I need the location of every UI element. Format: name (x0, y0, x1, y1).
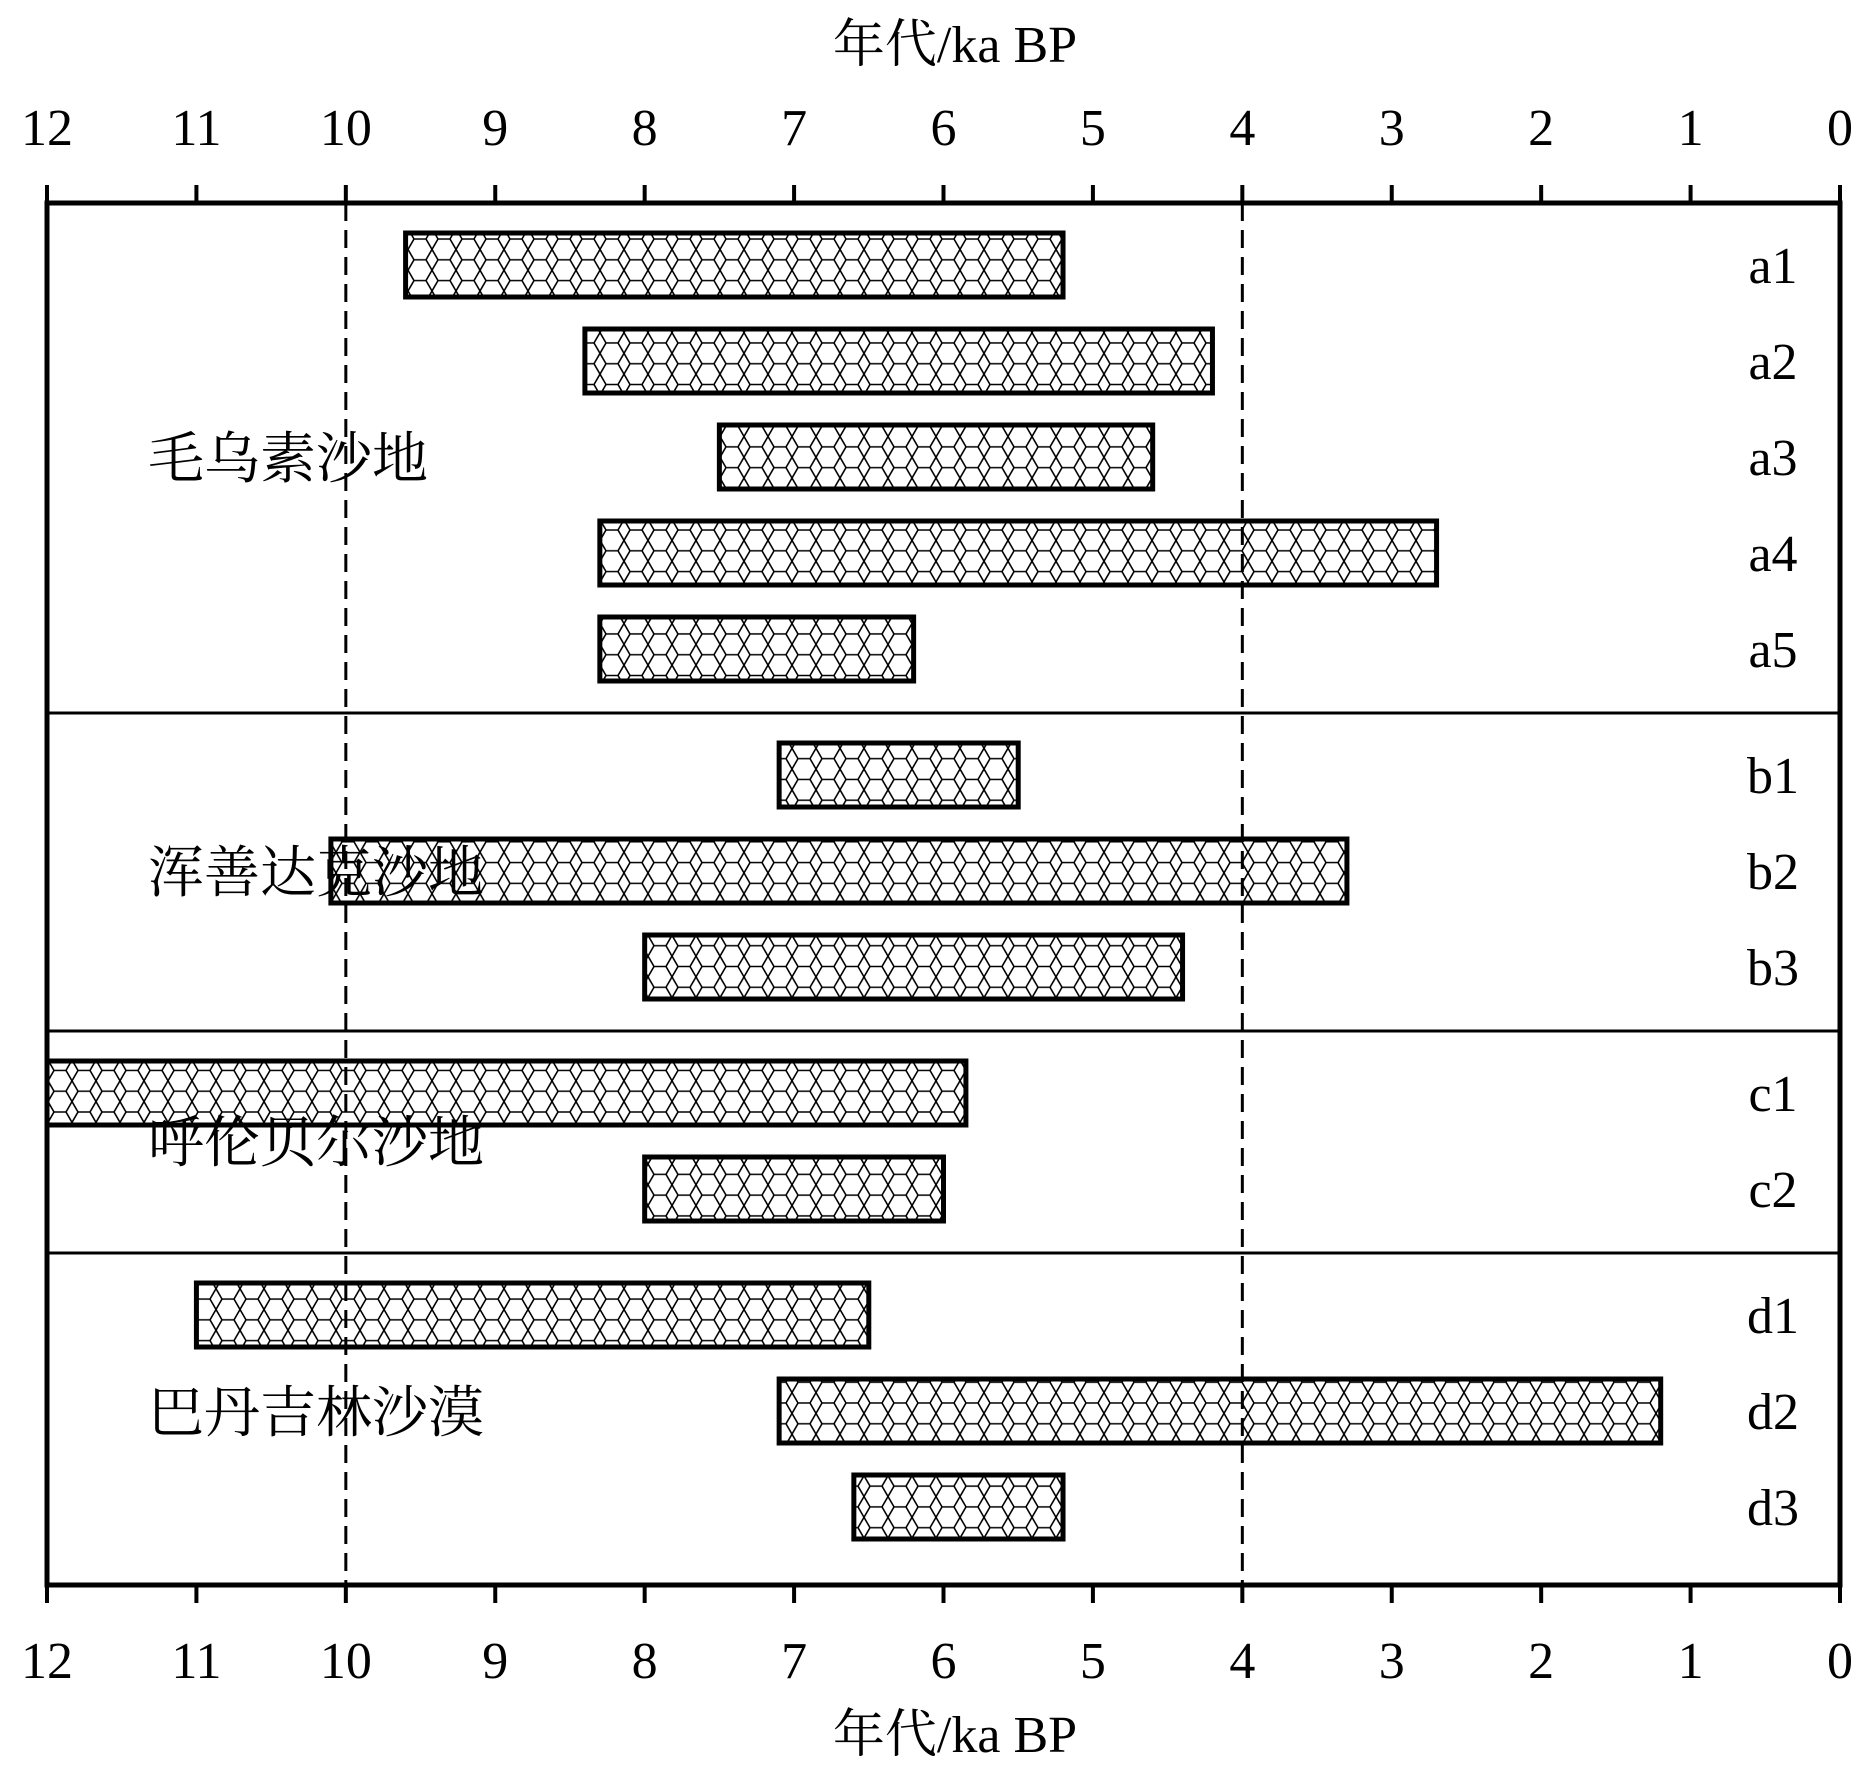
tick-label-top-4: 8 (631, 100, 658, 157)
tick-label-top-7: 5 (1079, 100, 1106, 157)
tick-label-top-2: 10 (319, 100, 372, 157)
row-label-d2: d2 (1747, 1384, 1799, 1441)
tick-label-bottom-3: 9 (482, 1633, 509, 1690)
row-label-c1: c1 (1748, 1066, 1798, 1123)
row-label-a3: a3 (1748, 430, 1798, 487)
x-axis-title-top: 年代/ka BP (832, 17, 1078, 74)
bar-d3 (854, 1475, 1063, 1539)
row-label-d3: d3 (1747, 1480, 1799, 1537)
bar-a2 (585, 329, 1213, 393)
tick-label-bottom-6: 6 (930, 1633, 957, 1690)
tick-label-bottom-2: 10 (319, 1633, 372, 1690)
row-label-a2: a2 (1748, 334, 1798, 391)
row-label-b2: b2 (1747, 844, 1799, 901)
tick-label-top-12: 0 (1827, 100, 1853, 157)
tick-label-top-6: 6 (930, 100, 957, 157)
group-label-2: 呼伦贝尔沙地 (148, 1113, 484, 1175)
tick-label-top-5: 7 (781, 100, 808, 157)
tick-label-top-3: 9 (482, 100, 509, 157)
tick-label-bottom-9: 3 (1378, 1633, 1405, 1690)
tick-label-bottom-4: 8 (631, 1633, 658, 1690)
tick-label-top-10: 2 (1528, 100, 1555, 157)
tick-label-top-9: 3 (1378, 100, 1405, 157)
bar-d2 (779, 1379, 1661, 1443)
tick-label-top-1: 11 (171, 100, 222, 157)
bar-a5 (600, 617, 914, 681)
tick-label-bottom-5: 7 (781, 1633, 808, 1690)
bar-b3 (645, 935, 1183, 999)
group-label-0: 毛乌素沙地 (148, 429, 428, 491)
bar-a3 (719, 425, 1152, 489)
group-label-1: 浑善达克沙地 (148, 843, 484, 905)
row-label-c2: c2 (1748, 1162, 1798, 1219)
row-label-a1: a1 (1748, 238, 1798, 295)
row-label-a5: a5 (1748, 622, 1798, 679)
bar-d1 (196, 1283, 868, 1347)
tick-label-bottom-12: 0 (1827, 1633, 1853, 1690)
tick-label-bottom-1: 11 (171, 1633, 222, 1690)
row-label-d1: d1 (1747, 1288, 1799, 1345)
tick-label-bottom-11: 1 (1677, 1633, 1704, 1690)
tick-label-bottom-0: 12 (21, 1633, 73, 1690)
bar-a1 (406, 233, 1063, 297)
row-label-b1: b1 (1747, 748, 1799, 805)
x-axis-title-bottom: 年代/ka BP (832, 1707, 1078, 1764)
tick-label-top-0: 12 (21, 100, 73, 157)
tick-label-top-8: 4 (1229, 100, 1256, 157)
bar-c2 (645, 1157, 944, 1221)
tick-label-top-11: 1 (1677, 100, 1704, 157)
group-label-3: 巴丹吉林沙漠 (148, 1383, 484, 1445)
tick-label-bottom-8: 4 (1229, 1633, 1256, 1690)
bar-b1 (779, 743, 1018, 807)
row-label-a4: a4 (1748, 526, 1798, 583)
tick-label-bottom-10: 2 (1528, 1633, 1555, 1690)
tick-label-bottom-7: 5 (1079, 1633, 1106, 1690)
bar-a4 (600, 521, 1437, 585)
row-label-b3: b3 (1747, 940, 1799, 997)
